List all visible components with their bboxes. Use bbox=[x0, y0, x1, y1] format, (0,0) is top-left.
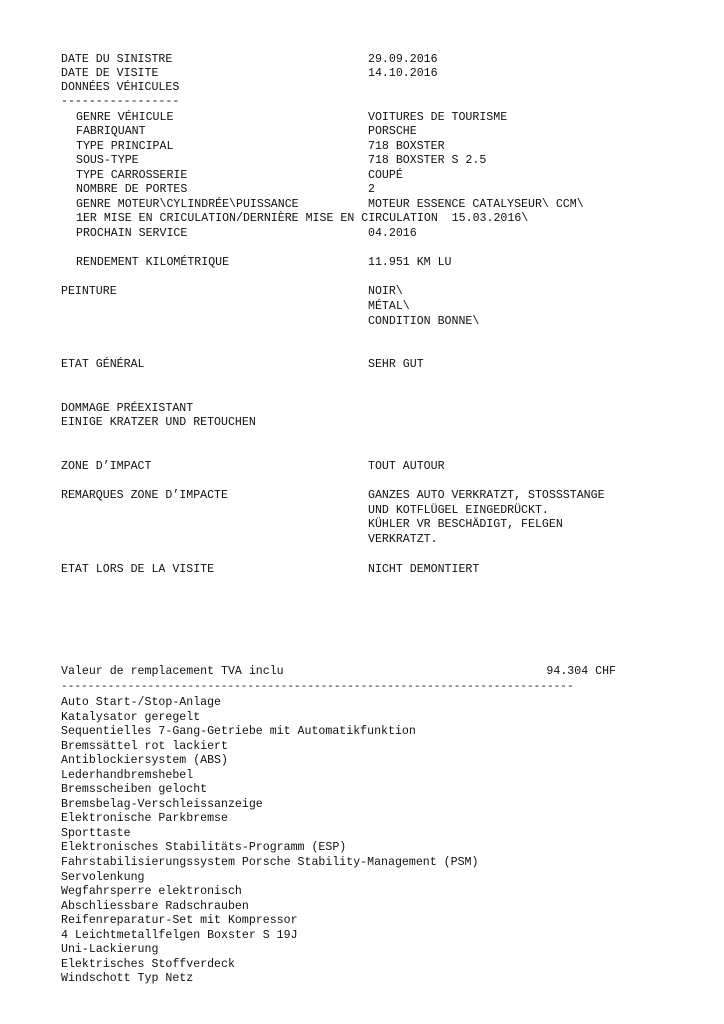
impact-remarks-line-2: UND KOTFLÜGEL EINGEDRÜCKT. bbox=[368, 504, 549, 517]
vehicle-genre-value: VOITURES DE TOURISME bbox=[368, 111, 508, 124]
equipment-item: Elektronisches Stabilitäts-Programm (ESP) bbox=[61, 841, 347, 855]
impact-remarks-line-1: GANZES AUTO VERKRATZT, STOSSSTANGE bbox=[368, 489, 605, 502]
vehicle-main-type-value: 718 BOXSTER bbox=[368, 140, 445, 153]
general-state-value: SEHR GUT bbox=[368, 358, 424, 371]
general-state-label: ETAT GÉNÉRAL bbox=[61, 358, 145, 371]
vehicle-data-underline: ----------------- bbox=[61, 95, 180, 108]
equipment-item: Katalysator geregelt bbox=[61, 710, 201, 724]
replacement-value-label: Valeur de remplacement TVA inclu bbox=[61, 665, 284, 678]
vehicle-sub-type-value: 718 BOXSTER S 2.5 bbox=[368, 154, 487, 167]
vehicle-genre-label: GENRE VÉHICULE bbox=[76, 111, 174, 124]
vehicle-body-type-label: TYPE CARROSSERIE bbox=[76, 169, 188, 182]
mileage-value: 11.951 KM LU bbox=[368, 256, 452, 269]
impact-remarks-line-3: KÜHLER VR BESCHÄDIGT, FELGEN bbox=[368, 518, 563, 531]
vehicle-next-service-value: 04.2016 bbox=[368, 227, 417, 240]
replacement-divider: ----------------------------------------------------------------------------- bbox=[61, 681, 574, 693]
impact-zone-value: TOUT AUTOUR bbox=[368, 460, 445, 473]
equipment-item: Sequentielles 7-Gang-Getriebe mit Automatikfunktion bbox=[61, 725, 416, 739]
impact-remarks-label: REMARQUES ZONE D’IMPACTE bbox=[61, 489, 228, 502]
mileage-label: RENDEMENT KILOMÉTRIQUE bbox=[76, 256, 230, 269]
replacement-value-amount: 94.304 CHF bbox=[546, 665, 616, 678]
paint-label: PEINTURE bbox=[61, 285, 117, 298]
equipment-item: Servolenkung bbox=[61, 870, 145, 884]
equipment-item: Elektronische Parkbremse bbox=[61, 812, 228, 826]
vehicle-data-title: DONNÉES VÉHICULES bbox=[61, 81, 180, 94]
equipment-item: Bremsscheiben gelocht bbox=[61, 783, 208, 797]
vehicle-body-type-value: COUPÉ bbox=[368, 169, 403, 182]
equipment-item: Reifenreparatur-Set mit Kompressor bbox=[61, 914, 298, 928]
vehicle-manufacturer-label: FABRIQUANT bbox=[76, 125, 146, 138]
paint-finish: MÉTAL\ bbox=[368, 300, 410, 313]
visit-state-label: ETAT LORS DE LA VISITE bbox=[61, 563, 215, 576]
vehicle-engine-value: MOTEUR ESSENCE CATALYSEUR\ CCM\ bbox=[368, 198, 584, 211]
equipment-item: Windschott Typ Netz bbox=[61, 972, 194, 986]
impact-remarks-line-4: VERKRATZT. bbox=[368, 533, 438, 546]
equipment-item: Uni-Lackierung bbox=[61, 943, 159, 957]
prior-damage-value: EINIGE KRATZER UND RETOUCHEN bbox=[61, 416, 256, 429]
equipment-item: Antiblockiersystem (ABS) bbox=[61, 754, 228, 768]
equipment-item: Auto Start-/Stop-Anlage bbox=[61, 696, 222, 709]
equipment-item: Fahrstabilisierungssystem Porsche Stability-Management (PSM) bbox=[61, 856, 479, 870]
vehicle-doors-value: 2 bbox=[368, 183, 375, 196]
vehicle-registration-line: 1ER MISE EN CRICULATION/DERNIÈRE MISE EN CIRCULATION 15.03.2016\ bbox=[76, 212, 529, 225]
equipment-item: Bremsbelag-Verschleissanzeige bbox=[61, 797, 263, 811]
prior-damage-label: DOMMAGE PRÉEXISTANT bbox=[61, 402, 194, 415]
vehicle-sub-type-label: SOUS-TYPE bbox=[76, 154, 139, 167]
vehicle-manufacturer-value: PORSCHE bbox=[368, 125, 417, 138]
paint-color: NOIR\ bbox=[368, 285, 403, 298]
equipment-item: Elektrisches Stoffverdeck bbox=[61, 957, 235, 971]
date-visite-value: 14.10.2016 bbox=[368, 67, 438, 80]
equipment-item: Lederhandbremshebel bbox=[61, 768, 194, 782]
equipment-item: Abschliessbare Radschrauben bbox=[61, 899, 249, 913]
equipment-item: Wegfahrsperre elektronisch bbox=[61, 885, 242, 899]
date-sinistre-label: DATE DU SINISTRE bbox=[61, 53, 173, 66]
vehicle-engine-label: GENRE MOTEUR\CYLINDRÉE\PUISSANCE bbox=[76, 198, 299, 211]
date-sinistre-value: 29.09.2016 bbox=[368, 53, 438, 66]
impact-zone-label: ZONE D’IMPACT bbox=[61, 460, 152, 473]
equipment-item: Bremssättel rot lackiert bbox=[61, 739, 228, 753]
equipment-item: Sporttaste bbox=[61, 826, 131, 840]
paint-condition: CONDITION BONNE\ bbox=[368, 315, 480, 328]
visit-state-value: NICHT DEMONTIERT bbox=[368, 563, 480, 576]
vehicle-next-service-label: PROCHAIN SERVICE bbox=[76, 227, 188, 240]
date-visite-label: DATE DE VISITE bbox=[61, 67, 159, 80]
vehicle-main-type-label: TYPE PRINCIPAL bbox=[76, 140, 174, 153]
equipment-item: 4 Leichtmetallfelgen Boxster S 19J bbox=[61, 928, 298, 942]
equipment-list bbox=[61, 696, 478, 987]
vehicle-doors-label: NOMBRE DE PORTES bbox=[76, 183, 188, 196]
